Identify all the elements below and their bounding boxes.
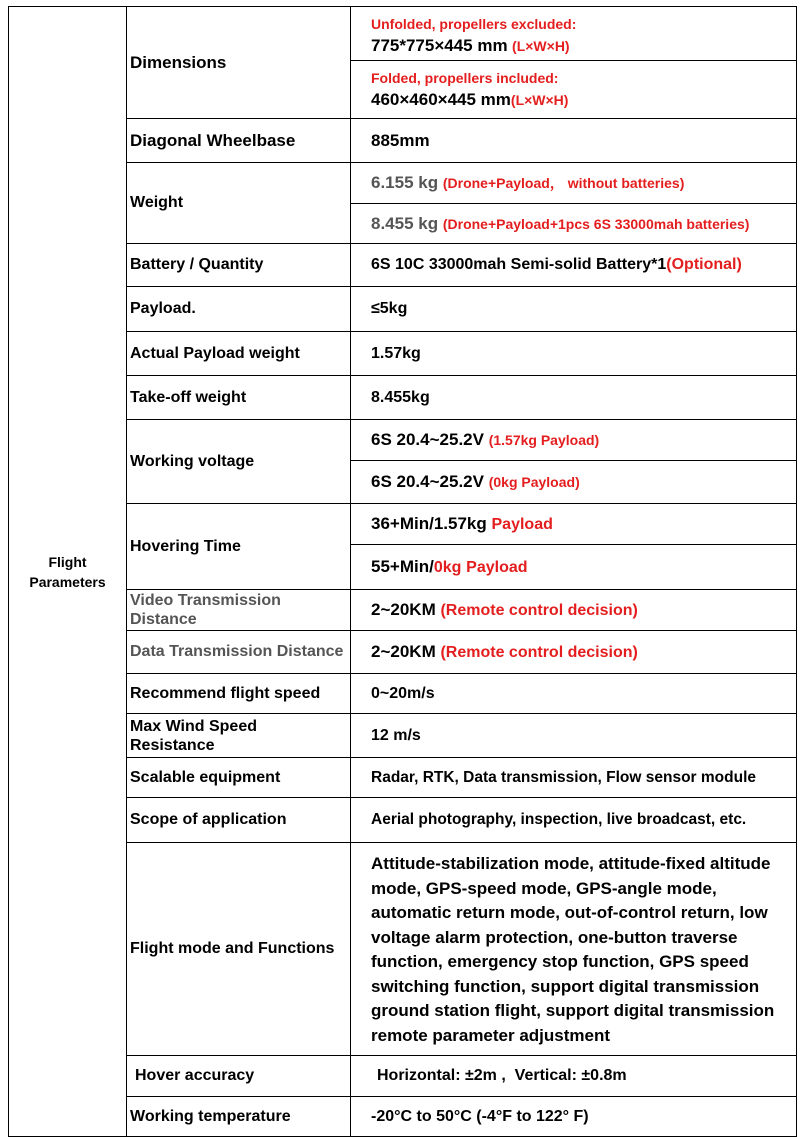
value-hovering-2 xyxy=(351,545,797,590)
value-payload: ≤5kg xyxy=(351,287,797,332)
video-tx-value: 2~20KM xyxy=(371,599,436,619)
row-scope xyxy=(9,798,797,843)
row-weight xyxy=(9,163,797,204)
hovering-v2-red: 0kg xyxy=(433,558,462,576)
voltage-v2-note: (0kg Payload) xyxy=(488,474,580,490)
flight-parameters-table xyxy=(8,6,797,1137)
value-wind: 12 m/s xyxy=(351,714,797,758)
value-voltage-2 xyxy=(351,461,797,504)
weight-v2-note: (Drone+Payload+1pcs 6S 33000mah batteries) xyxy=(442,215,750,232)
row-actual-payload xyxy=(9,332,797,376)
row-scalable xyxy=(9,758,797,798)
note-folded: Folded, propellers included: xyxy=(371,70,559,86)
weight-v1-note: (Drone+Payload， without batteries) xyxy=(442,175,685,191)
battery-value: 6S 10C 33000mah Semi-solid Battery*1 xyxy=(371,256,667,273)
label-speed: Recommend flight speed xyxy=(127,674,351,714)
label-wheelbase: Diagonal Wheelbase xyxy=(127,119,351,163)
value-speed: 0~20m/s xyxy=(351,674,797,714)
label-weight: Weight xyxy=(127,163,351,244)
value-weight-2 xyxy=(351,204,797,244)
unfolded-unit: (L×W×H) xyxy=(512,37,570,54)
data-tx-note: (Remote control decision) xyxy=(440,643,638,661)
value-data-tx xyxy=(351,631,797,674)
hovering-v2-note: Payload xyxy=(466,558,528,576)
row-voltage xyxy=(9,420,797,461)
value-battery xyxy=(351,244,797,287)
value-video-tx xyxy=(351,590,797,631)
value-hover-accuracy: Horizontal: ±2m , Vertical: ±0.8m xyxy=(351,1056,797,1097)
label-flight-mode: Flight mode and Functions xyxy=(127,843,351,1056)
value-hovering-1 xyxy=(351,504,797,545)
value-weight-1 xyxy=(351,163,797,204)
hovering-v1: 36+Min/1.57kg xyxy=(371,513,487,533)
weight-v2: 8.455 kg xyxy=(371,213,439,233)
value-voltage-1 xyxy=(351,420,797,461)
row-dimensions xyxy=(9,7,797,61)
voltage-v1: 6S 20.4~25.2V xyxy=(371,430,484,449)
row-wind xyxy=(9,714,797,758)
folded-value: 460×460×445 mm xyxy=(371,90,511,109)
label-video-tx: Video Transmission Distance xyxy=(127,590,351,631)
note-unfolded: Unfolded, propellers excluded: xyxy=(371,15,577,32)
data-tx-value: 2~20KM xyxy=(371,641,436,661)
value-takeoff: 8.455kg xyxy=(351,376,797,420)
unfolded-value: 775*775×445 mm xyxy=(371,35,508,55)
row-flight-mode xyxy=(9,843,797,1056)
value-wheelbase: 885mm xyxy=(351,119,797,163)
label-voltage: Working voltage xyxy=(127,420,351,504)
row-speed xyxy=(9,674,797,714)
label-scope: Scope of application xyxy=(127,798,351,843)
label-actual-payload: Actual Payload weight xyxy=(127,332,351,376)
row-data-tx xyxy=(9,631,797,674)
value-temperature: -20°C to 50°C (-4°F to 122° F) xyxy=(351,1097,797,1137)
label-payload: Payload. xyxy=(127,287,351,332)
battery-note: (Optional) xyxy=(666,256,742,273)
label-battery: Battery / Quantity xyxy=(127,244,351,287)
value-dimensions-unfolded xyxy=(351,7,797,61)
label-temperature: Working temperature xyxy=(127,1097,351,1137)
label-dimensions: Dimensions xyxy=(127,7,351,119)
voltage-v2: 6S 20.4~25.2V xyxy=(371,472,484,491)
row-hover-accuracy xyxy=(9,1056,797,1097)
hovering-v1-note: Payload xyxy=(491,515,553,533)
folded-unit: (L×W×H) xyxy=(510,92,569,108)
row-temperature xyxy=(9,1097,797,1137)
value-flight-mode: Attitude-stabilization mode, attitude-fixed altitude mode, GPS-speed mode, GPS-angle mode, automatic return mode, out-of-control return, low voltage alarm protection, one-button traverse function, emergency stop function, GPS speed switching function, support digital transmission ground station flight, support digital transmission remote parameter adjustment xyxy=(351,843,797,1056)
row-video-tx xyxy=(9,590,797,631)
row-takeoff xyxy=(9,376,797,420)
label-takeoff: Take-off weight xyxy=(127,376,351,420)
hovering-v2: 55+Min/ xyxy=(371,556,434,576)
row-hovering xyxy=(9,504,797,545)
video-tx-note: (Remote control decision) xyxy=(440,601,638,619)
value-dimensions-folded xyxy=(351,61,797,119)
weight-v1: 6.155 kg xyxy=(371,173,439,192)
value-actual-payload: 1.57kg xyxy=(351,332,797,376)
label-wind: Max Wind Speed Resistance xyxy=(127,714,351,758)
label-hover-accuracy: Hover accuracy xyxy=(127,1056,351,1097)
section-label: Flight Parameters xyxy=(9,7,127,1137)
row-battery xyxy=(9,244,797,287)
voltage-v1-note: (1.57kg Payload) xyxy=(488,432,600,448)
value-scalable: Radar, RTK, Data transmission, Flow sensor module xyxy=(351,758,797,798)
row-payload xyxy=(9,287,797,332)
label-scalable: Scalable equipment xyxy=(127,758,351,798)
label-hovering: Hovering Time xyxy=(127,504,351,590)
row-wheelbase xyxy=(9,119,797,163)
value-scope: Aerial photography, inspection, live broadcast, etc. xyxy=(351,798,797,843)
label-data-tx: Data Transmission Distance xyxy=(127,631,351,674)
